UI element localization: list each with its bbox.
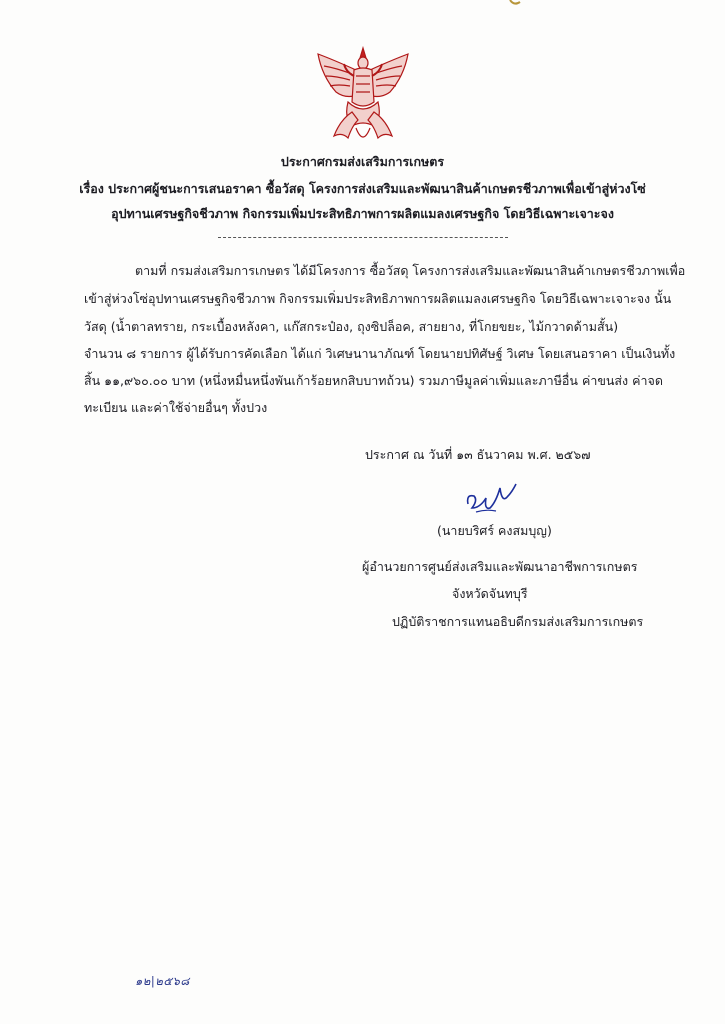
- corner-mark: [508, 0, 522, 8]
- body-line-3: วัสดุ (น้ำตาลทราย, กระเบื้องหลังคา, แก๊สกระป๋อง, ถุงซิปล็อค, สายยาง, ที่โกยขยะ, ไม้กวาดด้ามสั้น): [84, 319, 619, 334]
- subject-line-2: อุปทานเศรษฐกิจชีวภาพ กิจกรรมเพิ่มประสิทธิภาพการผลิตแมลงเศรษฐกิจ โดยวิธีเฉพาะเจาะจง: [111, 206, 614, 221]
- body-line-5: สิ้น ๑๑,๙๖๐.๐๐ บาท (หนึ่งหมื่นหนึ่งพันเก้าร้อยหกสิบบาทถ้วน) รวมภาษีมูลค่าเพิ่มและภาษีอื่น ค่าขนส่ง ค่าจด: [84, 373, 663, 388]
- handwritten-note: ๑๒|๒๕๖๘: [135, 974, 190, 988]
- signatory-position-3: ปฏิบัติราชการแทนอธิบดีกรมส่งเสริมการเกษตร: [392, 614, 644, 629]
- signatory-position-1: ผู้อำนวยการศูนย์ส่งเสริมและพัฒนาอาชีพการเกษตร: [362, 559, 638, 574]
- body-line-2: เข้าสู่ห่วงโซ่อุปทานเศรษฐกิจชีวภาพ กิจกรรมเพิ่มประสิทธิภาพการผลิตแมลงเศรษฐกิจ โดยวิธีเฉพาะเจาะจง นั้น: [84, 291, 672, 306]
- signature-image: [462, 478, 520, 518]
- body-line-6: ทะเบียน และค่าใช้จ่ายอื่นๆ ทั้งปวง: [84, 400, 268, 415]
- subject-line-1: เรื่อง ประกาศผู้ชนะการเสนอราคา ซื้อวัสดุ โครงการส่งเสริมและพัฒนาสินค้าเกษตรชีวภาพเพื่อเข้าสู่ห่วงโซ่: [79, 181, 646, 196]
- agency-title: ประกาศกรมส่งเสริมการเกษตร: [280, 154, 445, 169]
- divider: [218, 237, 508, 238]
- signatory-name: (นายบริศร์ คงสมบุญ): [437, 523, 552, 538]
- announcement-date: ประกาศ ณ วันที่ ๑๓ ธันวาคม พ.ศ. ๒๕๖๗: [365, 447, 591, 462]
- body-line-4: จำนวน ๘ รายการ ผู้ได้รับการคัดเลือก ได้แก่ วิเศษนานาภัณฑ์ โดยนายปทิศัษฐ์ วิเศษ โดยเสนอราคา เป็นเงินทั้ง: [84, 346, 676, 361]
- garuda-emblem: [312, 46, 414, 150]
- signatory-position-2: จังหวัดจันทบุรี: [452, 586, 528, 601]
- body-line-1: ตามที่ กรมส่งเสริมการเกษตร ได้มีโครงการ ซื้อวัสดุ โครงการส่งเสริมและพัฒนาสินค้าเกษตรชีวภาพเพื่อ: [135, 263, 686, 278]
